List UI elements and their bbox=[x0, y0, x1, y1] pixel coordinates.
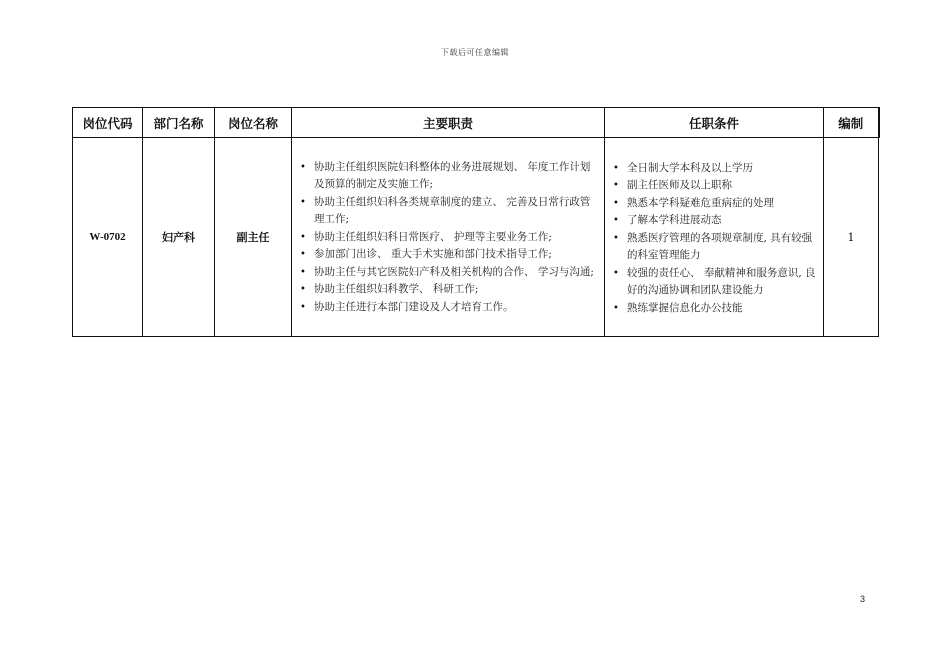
page-header-note: 下载后可任意编辑 bbox=[441, 48, 509, 57]
header-headcount: 编制 bbox=[824, 108, 879, 138]
department-cell: 妇产科 bbox=[143, 138, 215, 337]
job-description-table bbox=[72, 107, 880, 337]
duty-item: • 参加部门出诊、 重大手术实施和部门技术指导工作; bbox=[300, 246, 598, 264]
duty-item: • 协助主任进行本部门建设及人才培育工作。 bbox=[300, 299, 598, 317]
requirements-list bbox=[605, 157, 823, 318]
requirement-item: • 全日制大学本科及以上学历 bbox=[613, 160, 817, 178]
table-row bbox=[73, 138, 879, 337]
page-number: 3 bbox=[860, 594, 866, 604]
position-title-cell: 副主任 bbox=[215, 138, 292, 337]
duty-item: • 协助主任与其它医院妇产科及相关机构的合作、 学习与沟通; bbox=[300, 264, 598, 282]
header-department-name: 部门名称 bbox=[143, 108, 215, 138]
duties-cell bbox=[292, 138, 605, 337]
requirements-cell bbox=[605, 138, 824, 337]
table-header-row bbox=[73, 108, 879, 138]
requirement-item: • 较强的责任心、 奉献精神和服务意识, 良好的沟通协调和团队建设能力 bbox=[613, 265, 817, 300]
duty-item: • 协助主任组织医院妇科整体的业务进展规划、 年度工作计划及预算的制定及实施工作; bbox=[300, 159, 598, 194]
header-position-name: 岗位名称 bbox=[215, 108, 292, 138]
headcount-cell: 1 bbox=[824, 138, 879, 337]
duties-list bbox=[292, 158, 604, 317]
requirement-item: • 熟练掌握信息化办公技能 bbox=[613, 300, 817, 318]
duty-item: • 协助主任组织妇科日常医疗、 护理等主要业务工作; bbox=[300, 229, 598, 247]
requirement-item: • 熟悉医疗管理的各项规章制度, 具有较强的科室管理能力 bbox=[613, 230, 817, 265]
requirement-item: • 副主任医师及以上职称 bbox=[613, 177, 817, 195]
requirement-item: • 熟悉本学科疑难危重病症的处理 bbox=[613, 195, 817, 213]
position-code-cell: W-0702 bbox=[73, 138, 143, 337]
header-main-duties: 主要职责 bbox=[292, 108, 605, 138]
header-position-code: 岗位代码 bbox=[73, 108, 143, 138]
duty-item: • 协助主任组织妇科教学、 科研工作; bbox=[300, 281, 598, 299]
requirement-item: • 了解本学科进展动态 bbox=[613, 212, 817, 230]
header-requirements: 任职条件 bbox=[605, 108, 824, 138]
duty-item: • 协助主任组织妇科各类规章制度的建立、 完善及日常行政管理工作; bbox=[300, 194, 598, 229]
